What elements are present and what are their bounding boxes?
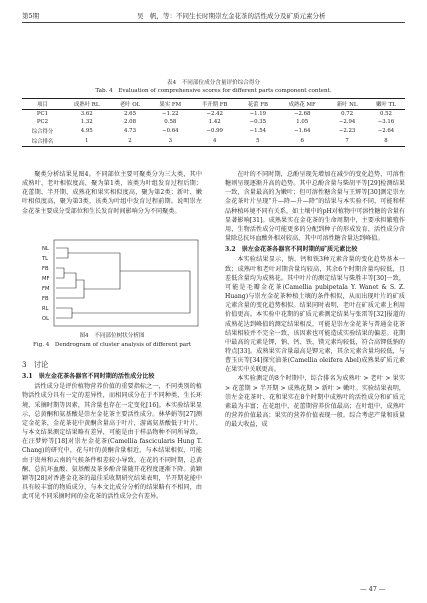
- table-cell: 0.52: [379, 111, 392, 117]
- table-cell: 0.58: [164, 119, 177, 125]
- page-number: — 47 —: [360, 585, 386, 593]
- left-column-discussion: [22, 356, 202, 501]
- table-cell: 4: [212, 138, 217, 144]
- table-cell: 3: [168, 138, 173, 144]
- subsection-heading: 3.1 崇左金花茶各器官不同时期的活性成分比较: [22, 373, 155, 381]
- table-row: [22, 136, 405, 147]
- table-cell: PC1: [36, 111, 49, 117]
- table-cell: −2.23: [338, 128, 356, 134]
- table-header-cell: 果实 FM: [159, 102, 182, 108]
- dendrogram-branches: [56, 248, 190, 318]
- figure-caption-en: Fig. 4 Dendrogram of cluster analysis of different part: [32, 342, 192, 348]
- leaf-label: OL: [42, 316, 49, 322]
- table-header-cell: 半开期 FB: [201, 102, 228, 108]
- table-cell: 4.95: [80, 128, 93, 134]
- table-cell: −2.68: [293, 111, 311, 117]
- table-header-cell: 新叶 NL: [336, 102, 358, 108]
- leaf-label: MF: [42, 276, 50, 282]
- subsection-heading: 3.2 崇左金花茶各器官不同时期的矿质元素比较: [225, 246, 358, 254]
- table-row: [22, 118, 405, 126]
- table-header-cell: 成熟叶 RL: [73, 102, 100, 108]
- leaf-label: FB: [42, 266, 49, 272]
- right-column: [225, 170, 405, 429]
- running-title: 吴 帆，等：不同生长时期崇左金花茶的活性成分及矿质元素分析: [137, 12, 326, 20]
- table-cell: −2.94: [338, 119, 356, 125]
- table-cell: 综合得分: [31, 129, 54, 135]
- running-header: [22, 10, 405, 23]
- table-cell: 5: [256, 138, 260, 144]
- table-cell: −0.64: [162, 128, 179, 134]
- table-cell: 4.73: [124, 128, 137, 134]
- table-header-cell: 成熟花 MF: [288, 102, 316, 108]
- table-row: [22, 126, 405, 136]
- table-cell: 2.65: [124, 111, 137, 117]
- section-heading: 3 讨论: [22, 360, 49, 369]
- leaf-label: NL: [42, 246, 49, 252]
- table-cell: 1.42: [208, 119, 221, 125]
- table-caption-en: Tab. 4 Evaluation of comprehensive scores for different parts component content.: [95, 88, 332, 94]
- table-caption-cn: 表4 不同部位成分含量评价综合得分: [166, 80, 261, 86]
- table-cell: −1.64: [293, 128, 311, 134]
- table-cell: 0.72: [341, 111, 354, 117]
- table-cell: 2: [128, 138, 132, 144]
- paragraph: 本实验结果显示，钠、钙和铁3种元素含量的变化趋势基本一致；成熟叶和老叶对期含量均较高，其余6个时期含量均较低，且差低含量均为成熟花。其中叶片的测定结果与柴胜丰等[30]一致，可能是毛瓣金花茶(Camellia pubipetala Y. Wanet & S. Z. Huang)与崇左金花茶种植土壤的条件相似，从而出现叶片的矿质元素含量的变化趋势相似。结果同时表明，老叶在矿质元素上利用价值更高。本实验中花期的矿质元素测定结果与张雷等[32]报道的成熟花达到峰值的测定结果相反，可能是崇左金花茶与普通金花茶结果相较并不完全一致，该因素也可能造成实验结果的偏差。花期中最高的元素是钾，钠、钙、铁、镁元素均较低，符合高钾低钠的特点[33]。成熟果实含量最高是钾元素，其余元素含量均较低，与曹玉庆等[34]探究油茶(Camellia oleifera Abel)成熟果矿质元素在果实中关联更高。: [225, 256, 405, 374]
- dendrogram-figure: [40, 238, 200, 328]
- comprehensive-score-table: [22, 98, 405, 147]
- table-cell: 7: [345, 138, 349, 144]
- table-cell: −0.35: [249, 119, 267, 125]
- table-cell: 8: [384, 138, 388, 144]
- issue-label: 第5期: [22, 12, 40, 20]
- table-cell: 综合排名: [31, 139, 54, 145]
- leaf-label: TL: [42, 256, 49, 262]
- table-cell: −2.42: [206, 111, 223, 117]
- table-header-row: [22, 99, 405, 110]
- table-cell: −0.99: [206, 128, 223, 134]
- table-cell: 6: [300, 138, 304, 144]
- leaf-label: FM: [42, 286, 50, 292]
- table-cell: −3.16: [377, 119, 395, 125]
- table-cell: 3.62: [80, 111, 93, 117]
- table-cell: PC2: [36, 119, 49, 125]
- paragraph: 本实验测定的8个时期中，综合排名为成熟叶 > 老叶 > 果实 > 花蕾期 > 半开期 > 成熟花期 > 新叶 > 嫩叶。实验结果表明，崇左金花茶叶、花和果实在8个时期中成熟叶的活性成分和矿质元素最为丰富；在花组中，花蕾期营养价值最高；在叶组中，成熟叶的营养价值最高；果实的营养价值表现一般。综合考虑产量和质量的最大收益，成: [225, 375, 405, 429]
- table-cell: −1.54: [249, 128, 267, 134]
- table-cell: 1: [84, 138, 89, 144]
- table-cell: −1.22: [162, 111, 179, 117]
- left-column-intro: [22, 170, 202, 216]
- table-cell: −2.64: [377, 128, 395, 134]
- paragraph: 活性成分是评价植物营养价值的重要指标之一，不同类别的植物活性成分具有一定的差异性，而相同成分在于不同种类、生长环境、采摘时期等因素，其含量也存在一定变化[16]。本实验结果显示，总黄酮和氨基酸是崇左金花茶主要活性成分。林华娟等[27]测定金花茶，金花茶花中黄酮含量高于叶片，游离氨基酸低于叶片，与本文结果测定结果略有差异，可能是由于样品物种不同所导致。在汪梦婷等[18]对崇左金花茶(Camellia fascicularis Hung T. Chang)的研究中，花与叶的黄酮含量相近，与本结果相似，可能由于贵州和云南的气候条件相差较小导致。在花的不同时期，总黄酮、总抗坏血酸、氨基酸及茶多酚含量随开花程度逐渐下降。黄颖颖等[28]对香港金花茶的最佳采收期研究结果表明，半开期花能中具有较丰富的物质成分，与本文比成分分析的结果略有不相同，由此可见不同采摘时间的金花茶的活性成分会有差异。: [22, 383, 202, 501]
- table-header-cell: 项目: [37, 102, 48, 108]
- table-cell: 1.05: [296, 119, 309, 125]
- table-cell: −1.19: [249, 111, 267, 117]
- table-header-cell: 老叶 OL: [119, 102, 141, 108]
- paragraph: 在叶的不同时期，总酚呈现先增加在减少的变化趋势，可溶性糖则呈现逐渐升高的趋势。其中总酚含量与柴胡平等[29]检测结果一致，含量最高的为嫩叶；但可溶性糖含量与王辉等[30]测定崇左金花茶叶片呈现“升—降—升—降”的结果与本实验不同，可能和样品种植环境不同有关系，如土壤中的pH对植物中可溶性糖的含量有显著影响[31]。成熟果实在金花茶的生命周期中，主要承担繁殖作用，生物活性成分可能更多的分配到种子的形成发育，活性成分含量除总抗坏血酸外相对较高，其中可溶性糖含量达到峰值。: [225, 171, 405, 243]
- table-header-cell: 嫩叶 TL: [376, 102, 396, 108]
- leaf-label: FB: [42, 296, 49, 302]
- table-header-cell: 花蕾 FB: [247, 102, 268, 108]
- figure-caption-cn: 图4 不同部位树状分析图: [79, 333, 145, 339]
- table-cell: 1.32: [80, 119, 93, 125]
- leaf-label: RL: [42, 306, 49, 312]
- table-row: [22, 110, 405, 119]
- table-cell: 2.08: [124, 119, 137, 125]
- paragraph: 聚类分析结果见图4。不同部位主要可聚类分为三大类，其中成熟叶、老叶相似度高，聚为第1类，该类为叶组发育过程后期；花蕾期、半开期、成熟花和果实相似度高，聚为第2类；新叶、嫩叶相似度高，聚为第3类，该类为叶组中发育过程前期。说明崇左金花茶主要成分受部位和生长发育时间影响分为不同聚类。: [22, 171, 202, 215]
